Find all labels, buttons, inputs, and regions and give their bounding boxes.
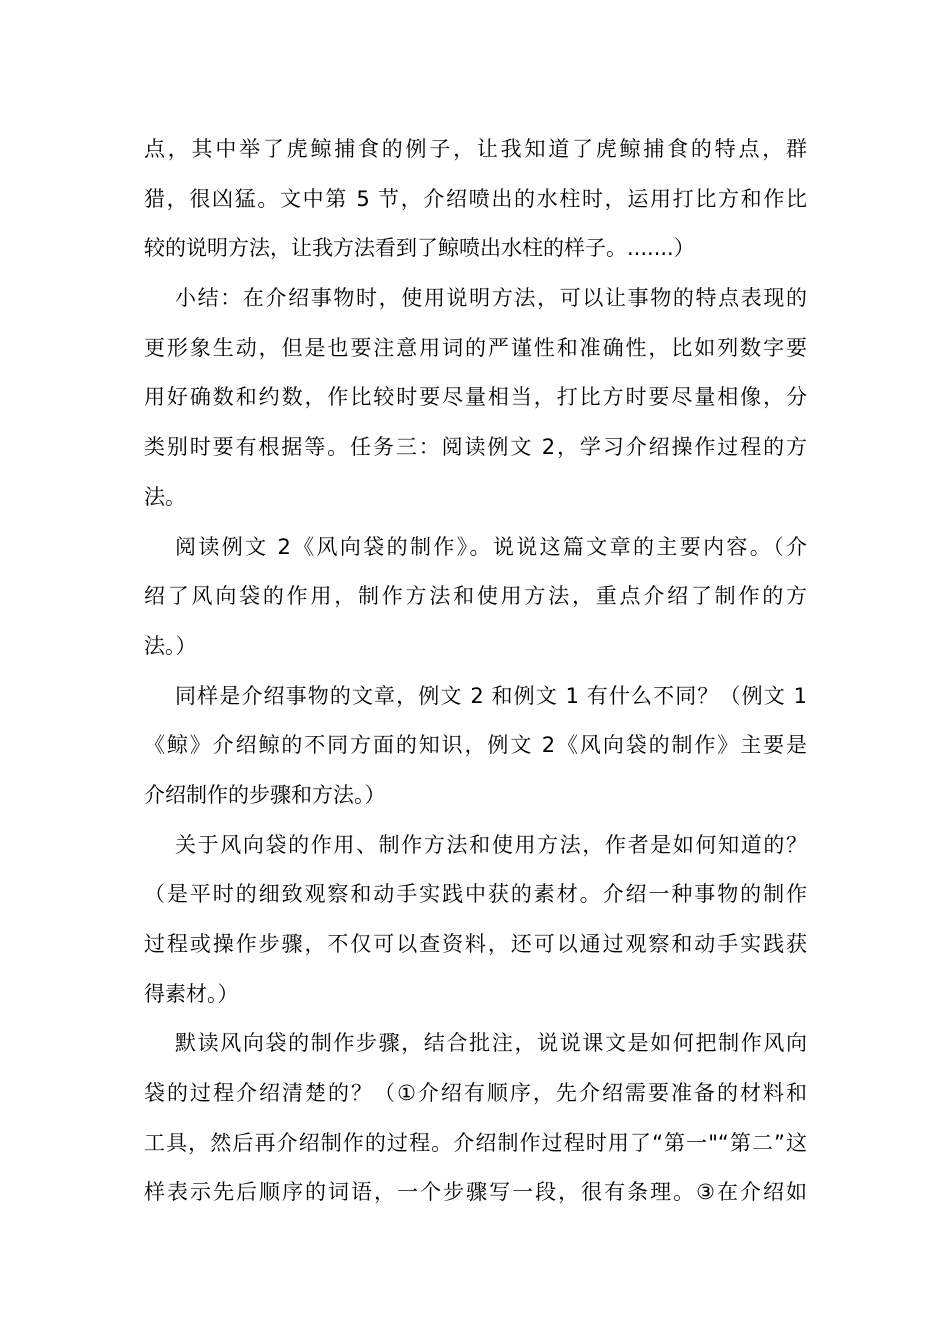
text-line: 《鲸》介绍鲸的不同方面的知识，例文 2《风向袋的制作》主要是 (144, 733, 807, 758)
text-line: 袋的过程介绍清楚的？（①介绍有顺序，先介绍需要准备的材料和 (144, 1081, 807, 1106)
text-line: 更形象生动，但是也要注意用词的严谨性和准确性，比如列数字要 (144, 335, 807, 360)
text-line: 小结：在介绍事物时，使用说明方法，可以让事物的特点表现的 (175, 286, 807, 311)
text-line: 点，其中举了虎鲸捕食的例子，让我知道了虎鲸捕食的特点，群 (144, 137, 807, 161)
text-line: 工具，然后再介绍制作的过程。介绍制作过程时用了“第一"“第二”这 (144, 1130, 807, 1155)
text-line: 过程或操作步骤，不仅可以查资料，还可以通过观察和动手实践获 (144, 932, 807, 956)
text-line: 样表示先后顺序的词语，一个步骤写一段，很有条理。③在介绍如 (144, 1180, 807, 1205)
text-line: 较的说明方法，让我方法看到了鲸喷出水柱的样子。.......） (144, 236, 695, 261)
text-line: 默读风向袋的制作步骤，结合批注，说说课文是如何把制作风向 (175, 1031, 807, 1056)
text-line: 用好确数和约数，作比较时要尽量相当，打比方时要尽量相像，分 (144, 385, 807, 410)
text-line: 阅读例文 2《风向袋的制作》。说说这篇文章的主要内容。（介 (175, 534, 807, 559)
text-line: 法。） (144, 633, 197, 658)
document-body (144, 125, 807, 1218)
text-line: 法。 (144, 484, 186, 509)
text-line: 介绍制作的步骤和方法。） (144, 782, 386, 807)
text-line: 绍了风向袋的作用，制作方法和使用方法，重点介绍了制作的方 (144, 584, 807, 609)
text-line: 类别时要有根据等。任务三：阅读例文 2，学习介绍操作过程的方 (144, 435, 807, 460)
text-line: （是平时的细致观察和动手实践中获的素材。介绍一种事物的制作 (144, 882, 807, 907)
text-line: 关于风向袋的作用、制作方法和使用方法，作者是如何知道的？ (175, 832, 807, 857)
text-line: 同样是介绍事物的文章，例文 2 和例文 1 有什么不同？（例文 1 (175, 683, 807, 708)
text-line: 猎，很凶猛。文中第 5 节，介绍喷出的水柱时，运用打比方和作比 (144, 186, 807, 211)
text-line: 得素材。） (144, 981, 239, 1006)
